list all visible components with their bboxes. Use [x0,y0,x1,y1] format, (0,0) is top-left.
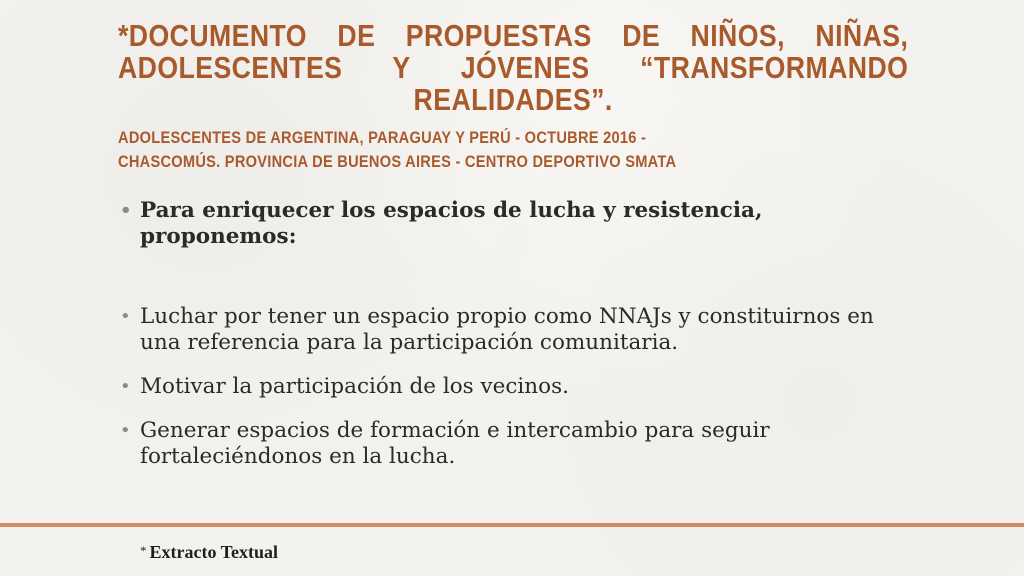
bullet-icon: • [120,200,132,221]
footer-note [140,542,278,563]
bullet-item [118,418,898,470]
bullet-icon: • [120,376,131,397]
bullet-text: Para enriquecer los espacios de lucha y resistencia, proponemos: [140,198,763,249]
footnote-asterisk: * [140,543,147,558]
bullet-item [118,304,898,356]
footnote-label: Extracto Textual [149,542,278,562]
bullet-text: Luchar por tener un espacio propio como NNAJs y constituirnos en una referencia para la participación comunitaria. [140,304,874,355]
footer-divider [0,523,1024,527]
subtitle-line-1: ADOLESCENTES DE ARGENTINA, PARAGUAY Y PERÚ - OCTUBRE 2016 - [118,128,647,147]
bullet-item [118,374,898,400]
title-block [118,20,908,174]
bullet-item [118,198,898,250]
bullet-text: Motivar la participación de los vecinos. [140,374,569,399]
slide-title: *DOCUMENTO DE PROPUESTAS DE NIÑOS, NIÑAS, ADOLESCENTES Y JÓVENES “TRANSFORMANDO REALIDADES”. [118,18,909,117]
bullet-icon: • [120,420,131,441]
bullet-icon: • [120,306,131,327]
subtitle-line-2: CHASCOMÚS. PROVINCIA DE BUENOS AIRES - CENTRO DEPORTIVO SMATA [118,152,677,171]
bullet-text: Generar espacios de formación e intercambio para seguir fortaleciéndonos en la lucha. [140,418,770,469]
bullet-list [118,198,898,470]
slide-subtitle [118,126,908,174]
